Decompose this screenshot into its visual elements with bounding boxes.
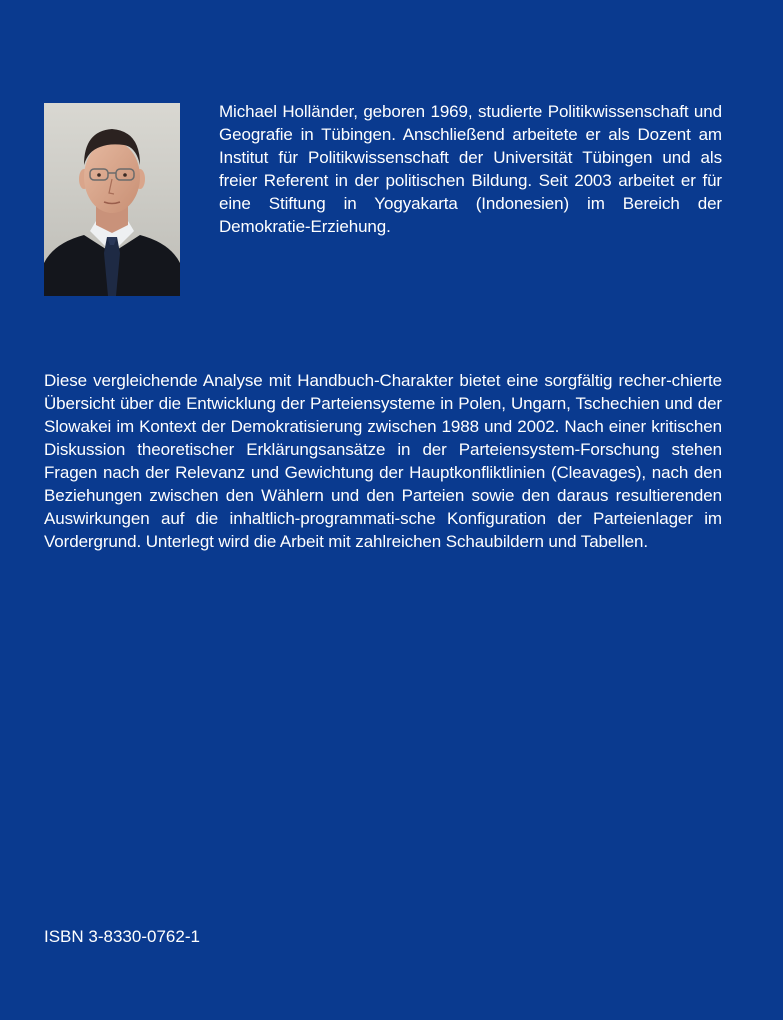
book-description: Diese vergleichende Analyse mit Handbuch-Charakter bietet eine sorgfältig recher-chierte Übersicht über die Entwicklung der Parteiensysteme in Polen, Ungarn, Tschechien und der Slowakei im Kontext der Demokratisierung zwischen 1988 und 2002. Nach einer kritischen Diskussion theoretischer Erklärungsansätze in der Parteiensystem-Forschung stehen Fragen nach der Relevanz und Gewichtung der Hauptkonfliktlinien (Cleavages), nach den Beziehungen zwischen den Wählern und den Parteien sowie den daraus resultierenden Auswirkungen auf die inhaltlich-programmati-sche Konfiguration der Parteienlager im Vordergrund. Unterlegt wird die Arbeit mit zahlreichen Schaubildern und Tabellen. <box>44 371 722 551</box>
author-photo <box>44 103 180 296</box>
author-bio: Michael Holländer, geboren 1969, studierte Politikwissenschaft und Geografie in Tübingen. Anschließend arbeitete er als Dozent am Institut für Politikwissenschaft der Universität Tübingen und als freier Referent in der politischen Bildung. Seit 2003 arbeitet er für eine Stiftung in Yogyakarta (Indonesien) im Bereich der Demokratie-Erziehung. <box>219 102 722 236</box>
isbn: ISBN 3-8330-0762-1 <box>44 927 200 946</box>
